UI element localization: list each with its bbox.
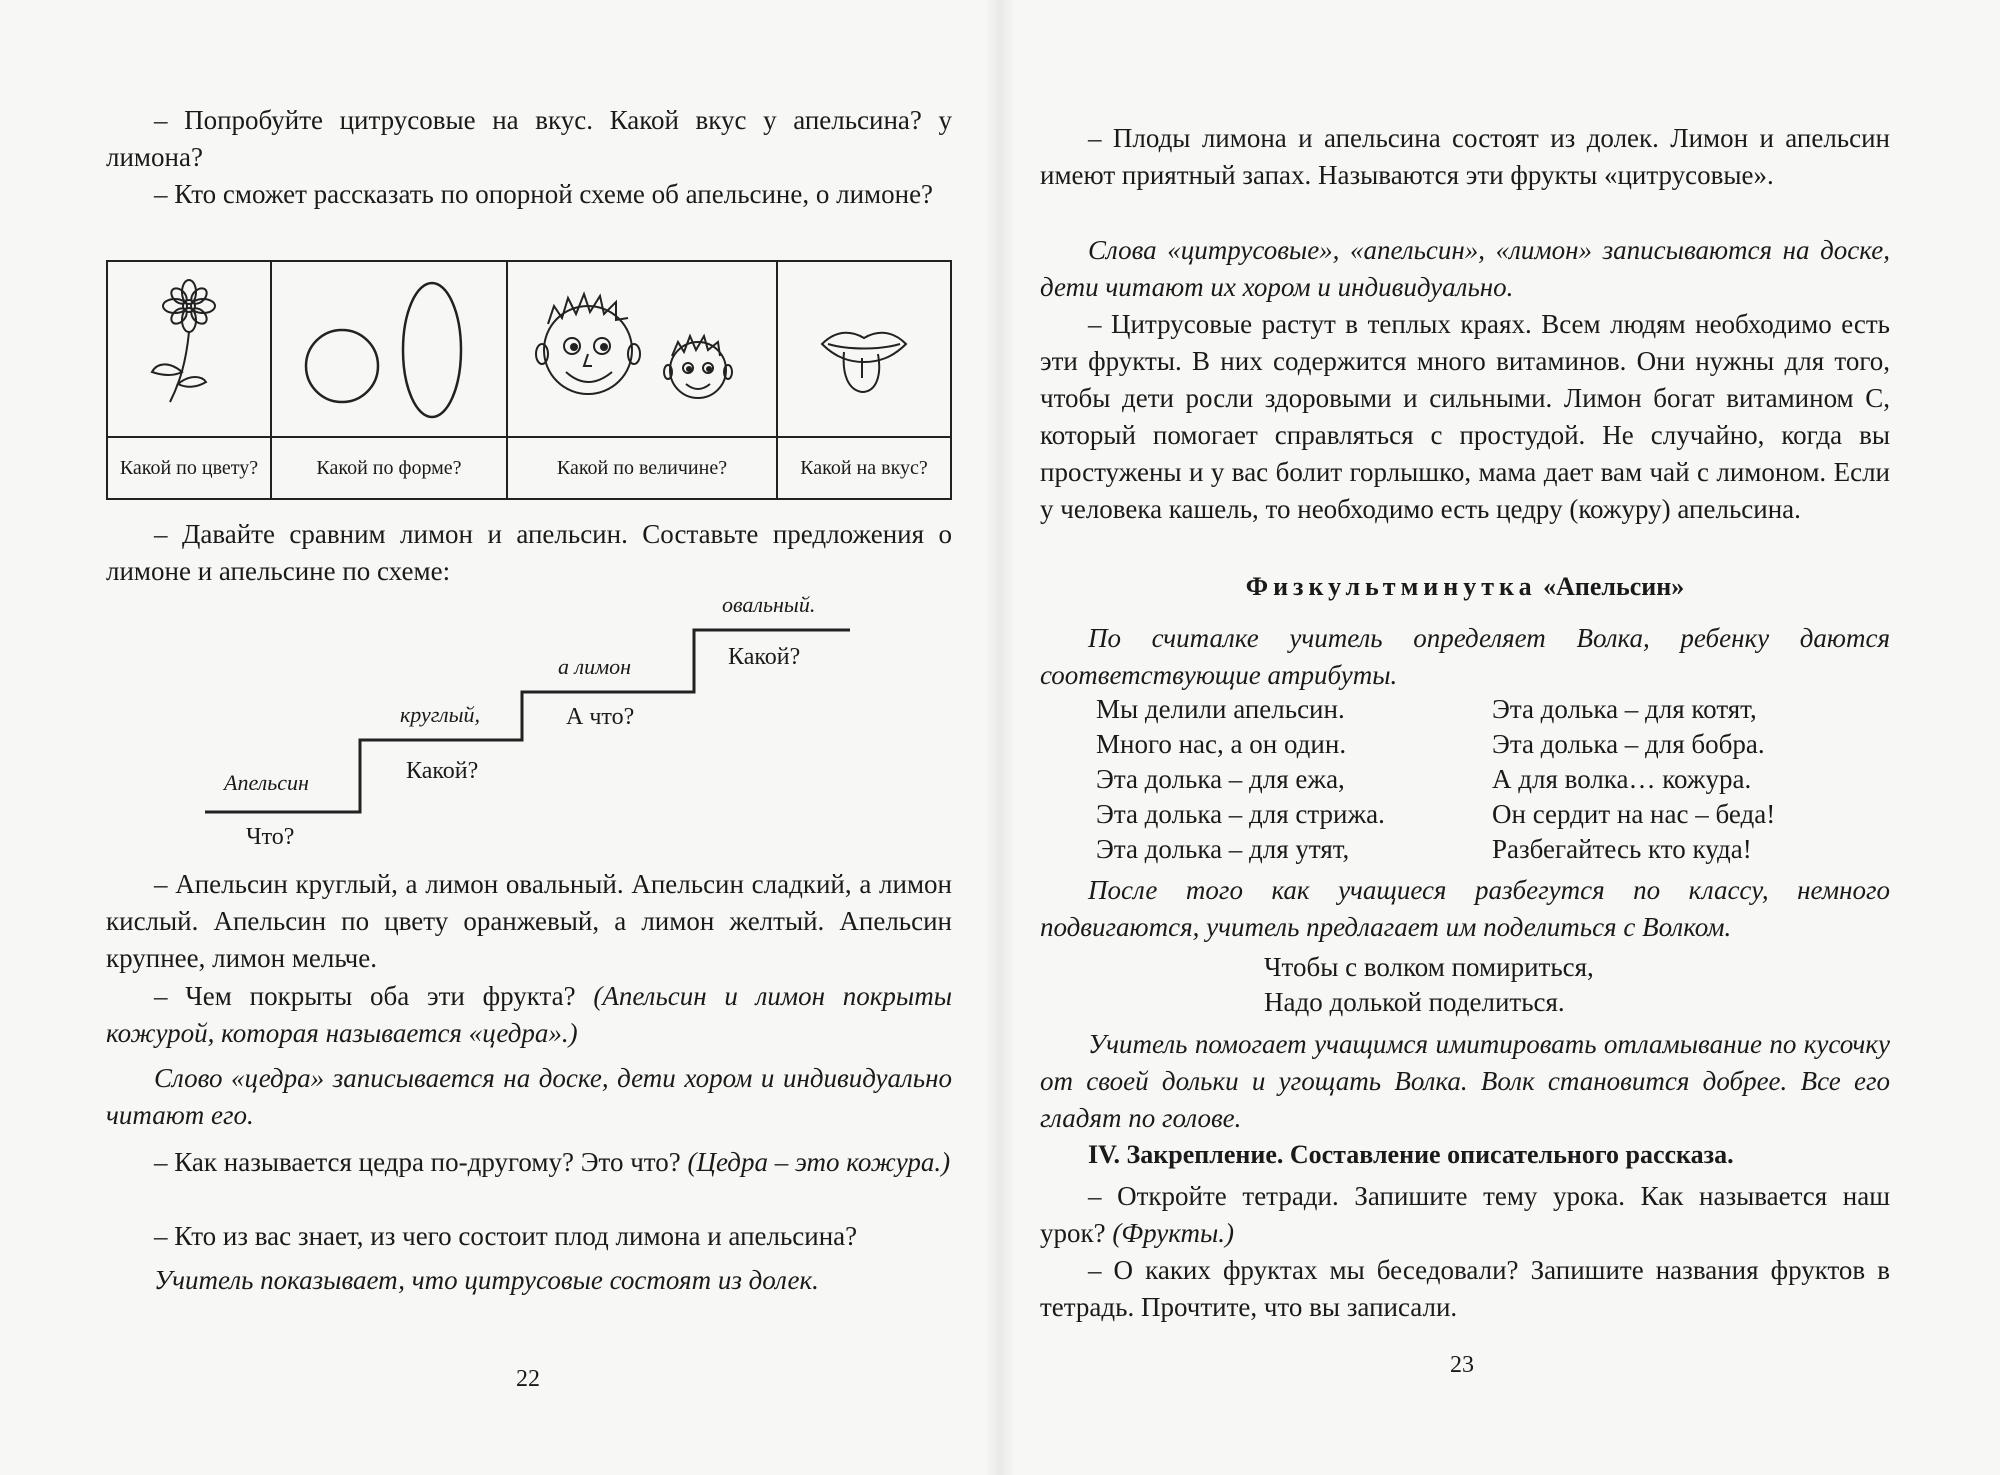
poem-line: А для волка… кожура. — [1492, 764, 1752, 794]
poem-line: Разбегайтесь кто куда! — [1492, 834, 1752, 864]
right-page — [1000, 0, 2000, 1475]
poem-column-right — [1492, 692, 1872, 867]
scheme-cell-color — [108, 262, 272, 498]
stair-word: круглый, — [400, 702, 481, 727]
paragraph — [106, 978, 952, 1052]
poem-line: Эта долька – для утят, — [1096, 834, 1350, 864]
flower-icon — [108, 262, 270, 436]
heading-title: «Апельсин» — [1543, 572, 1685, 601]
paragraph-italic: Слова «цитрусовые», «апельсин», «лимон» записываются на доске, дети читают их хором и индивидуально. — [1040, 235, 1890, 302]
stair-question: Что? — [246, 824, 295, 850]
paragraph-italic: После того как учащиеся разбегутся по классу, немного подвигаются, учитель предлагает им поделиться с Волком. — [1040, 875, 1890, 942]
page-number: 23 — [1450, 1352, 1474, 1378]
paragraph: – Цитрусовые растут в теплых краях. Всем людям необходимо есть эти фрукты. В них содержится много витаминов. Они нужны для того, чтобы дети росли здоровыми и сильными. Лимон богат витамином С, который помогает справляться с простудой. Не случайно, когда вы простужены и у вас болит горлышко, мама дает вам чай с лимоном. Если у человека кашель, то необходимо есть цедру (кожуру) апельсина. — [1040, 309, 1890, 524]
paragraph — [106, 1144, 952, 1181]
paragraph-text: – Как называется цедра по-другому? Это что? — [154, 1147, 688, 1177]
stair-word: а лимон — [558, 654, 632, 679]
scheme-caption: Какой по величине? — [556, 456, 728, 479]
scheme-caption: Какой по цвету? — [119, 456, 259, 479]
scheme-cell-shape — [272, 262, 508, 498]
scheme-cell-size — [508, 262, 778, 498]
tongue-lips-icon — [778, 262, 950, 436]
sentence-stairs-diagram — [200, 588, 860, 858]
heading-spaced: Физкультминутка — [1245, 572, 1537, 601]
poem-line: Он сердит на нас – беда! — [1492, 799, 1776, 829]
section-heading-iv: IV. Закрепление. Составление описательного рассказа. — [1088, 1140, 1734, 1169]
scheme-caption: Какой на вкус? — [800, 456, 928, 479]
reference-scheme-table — [106, 260, 952, 500]
poem-column-left — [1096, 692, 1476, 867]
paragraph-text: – Откройте тетради. Запишите тему урока. Как называется наш урок? — [1040, 1181, 1890, 1248]
poem-line: Надо долькой поделиться. — [1264, 987, 1565, 1017]
paragraph-text: – Чем покрыты оба эти фрукта? — [154, 981, 594, 1011]
section-heading — [1040, 572, 1890, 602]
poem-line: Эта долька – для котят, — [1492, 694, 1757, 724]
boy-faces-icon — [508, 262, 776, 436]
paragraph-italic: (Апельсин и лимон покрыты кожурой, которая называется «цедра».) — [106, 981, 952, 1048]
paragraph: – Давайте сравним лимон и апельсин. Составьте предложения о лимоне и апельсине по схеме: — [106, 519, 952, 586]
paragraph: – Попробуйте цитрусовые на вкус. Какой вкус у апельсина? у лимона? — [106, 105, 952, 172]
paragraph-italic: Учитель показывает, что цитрусовые состоят из долек. — [154, 1265, 819, 1295]
page-number: 22 — [516, 1366, 540, 1392]
poem-line: Чтобы с волком помириться, — [1264, 952, 1594, 982]
stair-question: Какой? — [728, 644, 801, 670]
circle-oval-icon — [272, 262, 506, 436]
paragraph-italic: (Фрукты.) — [1112, 1218, 1234, 1248]
paragraph: – Кто из вас знает, из чего состоит плод лимона и апельсина? — [154, 1221, 858, 1251]
scheme-cell-taste — [778, 262, 950, 498]
paragraph: – Кто сможет рассказать по опорной схеме об апельсине, о лимоне? — [154, 179, 934, 209]
poem-couplet — [1264, 950, 1764, 1020]
poem-line: Мы делили апельсин. — [1096, 694, 1345, 724]
stair-word: овальный. — [722, 592, 816, 617]
paragraph: – Плоды лимона и апельсина состоят из долек. Лимон и апельсин имеют приятный запах. Называются эти фрукты «цитрусовые». — [1040, 123, 1890, 190]
stair-word: Апельсин — [224, 770, 309, 795]
scheme-caption: Какой по форме? — [316, 456, 462, 479]
paragraph — [1040, 1178, 1890, 1252]
poem-line: Эта долька – для бобра. — [1492, 729, 1765, 759]
stairs-line — [200, 588, 860, 858]
stair-question: Какой? — [406, 758, 479, 784]
paragraph: – О каких фруктах мы беседовали? Запишите названия фруктов в тетрадь. Прочтите, что вы записали. — [1040, 1255, 1890, 1322]
paragraph-italic: Слово «цедра» записывается на доске, дети хором и индивидуально читают его. — [106, 1063, 952, 1130]
paragraph: – Апельсин круглый, а лимон овальный. Апельсин сладкий, а лимон кислый. Апельсин по цвету оранжевый, а лимон желтый. Апельсин крупнее, лимон мельче. — [106, 869, 952, 973]
poem-line: Эта долька – для стрижа. — [1096, 799, 1385, 829]
paragraph-italic: (Цедра – это кожура.) — [687, 1147, 951, 1177]
poem-line: Эта долька – для ежа, — [1096, 764, 1345, 794]
poem-line: Много нас, а он один. — [1096, 729, 1347, 759]
paragraph-italic: По считалке учитель определяет Волка, ребенку даются соответствующие атрибуты. — [1040, 623, 1890, 690]
paragraph-italic: Учитель помогает учащимся имитировать отламывание по кусочку от своей дольки и угощать Волка. Волк становится добрее. Все его гладят по голове. — [1040, 1029, 1890, 1133]
stair-question: А что? — [566, 704, 635, 730]
